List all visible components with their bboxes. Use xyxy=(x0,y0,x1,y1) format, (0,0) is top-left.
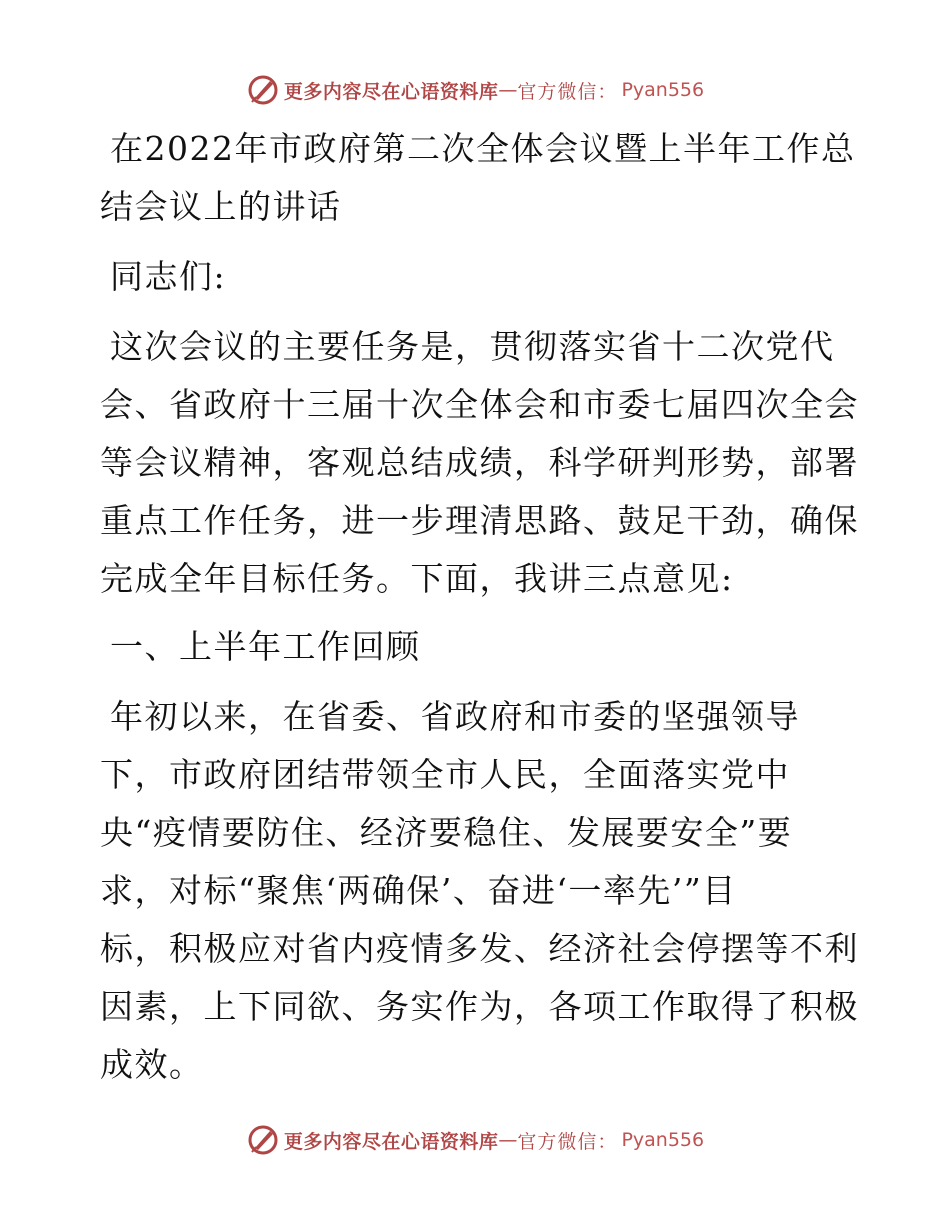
paragraph-line: 等会议精神，客观总结成绩，科学研判形势，部署 xyxy=(100,443,859,482)
quill-logo-icon xyxy=(246,1123,280,1157)
document-body xyxy=(100,120,860,1094)
banner-wechat-id: Pyan556 xyxy=(621,1129,705,1151)
banner-separator: — xyxy=(498,1129,518,1151)
quill-logo-icon xyxy=(246,73,280,107)
paragraph-intro xyxy=(100,318,860,608)
paragraph-line: 会、省政府十三届十次全体会和市委七届四次全会 xyxy=(100,385,859,424)
paragraph-line: 因素，上下同欲、务实作为，各项工作取得了积极 xyxy=(100,987,859,1026)
document-title xyxy=(100,120,860,236)
banner-separator: — xyxy=(498,79,518,101)
banner-main-text: 更多内容尽在心语资料库 xyxy=(283,80,499,103)
paragraph-line: 求，对标“聚焦‘两确保’、奋进‘一率先’”目 xyxy=(100,871,737,910)
paragraph-review xyxy=(100,688,860,1094)
paragraph-line: 完成全年目标任务。下面，我讲三点意见: xyxy=(100,559,734,598)
title-line: 在2022年市政府第二次全体会议暨上半年工作总 xyxy=(110,129,856,168)
paragraph-line: 成效。 xyxy=(100,1045,204,1084)
banner-wechat-label: 官方微信： xyxy=(517,80,618,103)
title-line: 结会议上的讲话 xyxy=(100,187,342,226)
greeting: 同志们: xyxy=(110,257,227,296)
section-heading: 一、上半年工作回顾 xyxy=(110,627,421,666)
paragraph-line: 这次会议的主要任务是，贯彻落实省十二次党代 xyxy=(110,327,835,366)
paragraph-line: 重点工作任务，进一步理清思路、鼓足干劲，确保 xyxy=(100,501,859,540)
banner-wechat-id: Pyan556 xyxy=(621,79,705,101)
header-banner xyxy=(0,70,950,110)
footer-banner xyxy=(0,1120,950,1160)
paragraph-line: 央“疫情要防住、经济要稳住、发展要安全”要 xyxy=(100,813,793,852)
banner-main-text: 更多内容尽在心语资料库 xyxy=(283,1130,499,1153)
banner-wechat-label: 官方微信： xyxy=(517,1130,618,1153)
paragraph-line: 标，积极应对省内疫情多发、经济社会停摆等不利 xyxy=(100,929,859,968)
paragraph-line: 下，市政府团结带领全市人民，全面落实党中 xyxy=(100,755,790,794)
paragraph-line: 年初以来，在省委、省政府和市委的坚强领导 xyxy=(110,697,800,736)
